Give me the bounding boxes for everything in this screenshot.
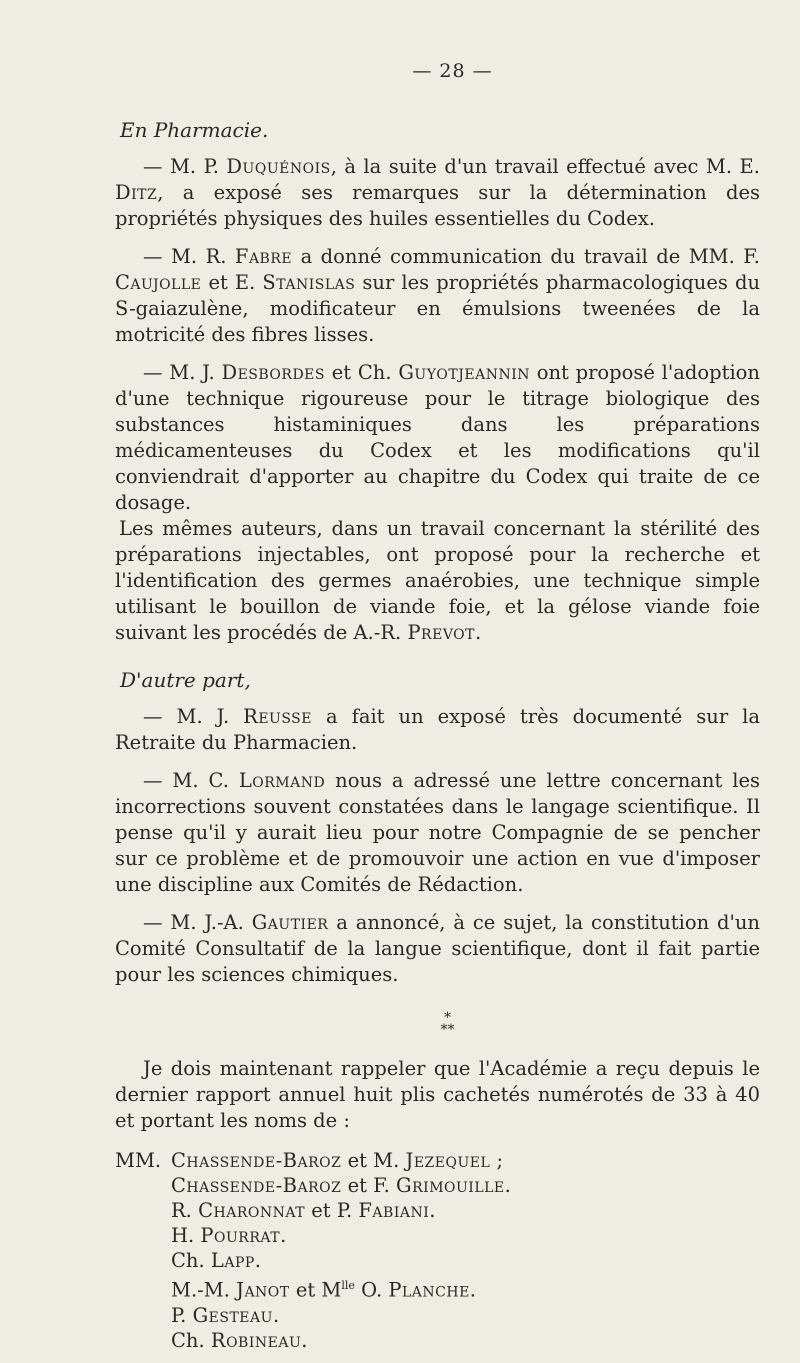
list-item: Ch. Lapp. bbox=[171, 1249, 261, 1272]
section-heading-autre-part: D'autre part, bbox=[120, 668, 251, 692]
list-item: H. Pourrat. bbox=[171, 1224, 287, 1247]
page-number: — 28 — bbox=[412, 60, 493, 82]
list-item: R. Charonnat et P. Fabiani. bbox=[171, 1199, 436, 1222]
paragraph: Les mêmes auteurs, dans un travail concernant la stérilité des préparations injectables, ont proposé pour la recherche et l'identification des germes anaérobies, une technique simple utilisant le bouillon de viande foie, et la gélose viande foie suivant les procédés de A.-R. Prevot. bbox=[115, 517, 760, 644]
section-heading-pharmacie: En Pharmacie. bbox=[120, 118, 269, 142]
list-item: MM. Chassende-Baroz et M. Jezequel ; bbox=[115, 1149, 504, 1172]
paragraph: — M. J.-A. Gautier a annoncé, à ce sujet, la constitution d'un Comité Consultatif de la langue scientifique, dont il fait partie pour les sciences chimiques. bbox=[115, 911, 760, 986]
paragraph: — M. C. Lormand nous a adressé une lettre concernant les incorrections souvent constatées dans le langage scientifique. Il pense qu'il y aurait lieu pour notre Compagnie de se pencher sur ce problème et de promouvoir une action en vue d'imposer une discipline aux Comités de Rédaction. bbox=[115, 769, 760, 896]
list-item: Chassende-Baroz et F. Grimouille. bbox=[171, 1174, 511, 1197]
asterism-separator: * ** bbox=[440, 1010, 455, 1038]
paragraph: — M. R. Fabre a donné communication du travail de MM. F. Caujolle et E. Stanislas sur les propriétés pharmacologiques du S-gaiazulène, modificateur en émulsions tweenées de la motricité des fibres lisses. bbox=[115, 245, 761, 346]
list-item: M.-M. Janot et $M^{lle}$ O. Planche. bbox=[171, 1278, 476, 1302]
list-item: Ch. Robineau. bbox=[171, 1328, 308, 1352]
paragraph: — M. J. Desbordes et Ch. Guyotjeannin ont proposé l'adoption d'une technique rigoureuse pour le titrage biologique des substances histaminiques dans les préparations médicamenteuses du Codex et les modifications qu'il conviendrait d'apporter au chapitre du Codex qui traite de ce dosage. bbox=[115, 361, 760, 514]
names-list bbox=[115, 1148, 760, 1353]
list-item: P. Gesteau. bbox=[171, 1303, 280, 1327]
paragraph: Je dois maintenant rappeler que l'Académie a reçu depuis le dernier rapport annuel huit plis cachetés numérotés de 33 à 40 et portant les noms de : bbox=[115, 1057, 760, 1132]
paragraph: — M. J. Reusse a fait un exposé très documenté sur la Retraite du Pharmacien. bbox=[115, 705, 760, 754]
paragraph: — M. P. Duquénois, à la suite d'un travail effectué avec M. E. Ditz, a exposé ses remarques sur la détermination des propriétés physiques des huiles essentielles du Codex. bbox=[115, 155, 760, 230]
